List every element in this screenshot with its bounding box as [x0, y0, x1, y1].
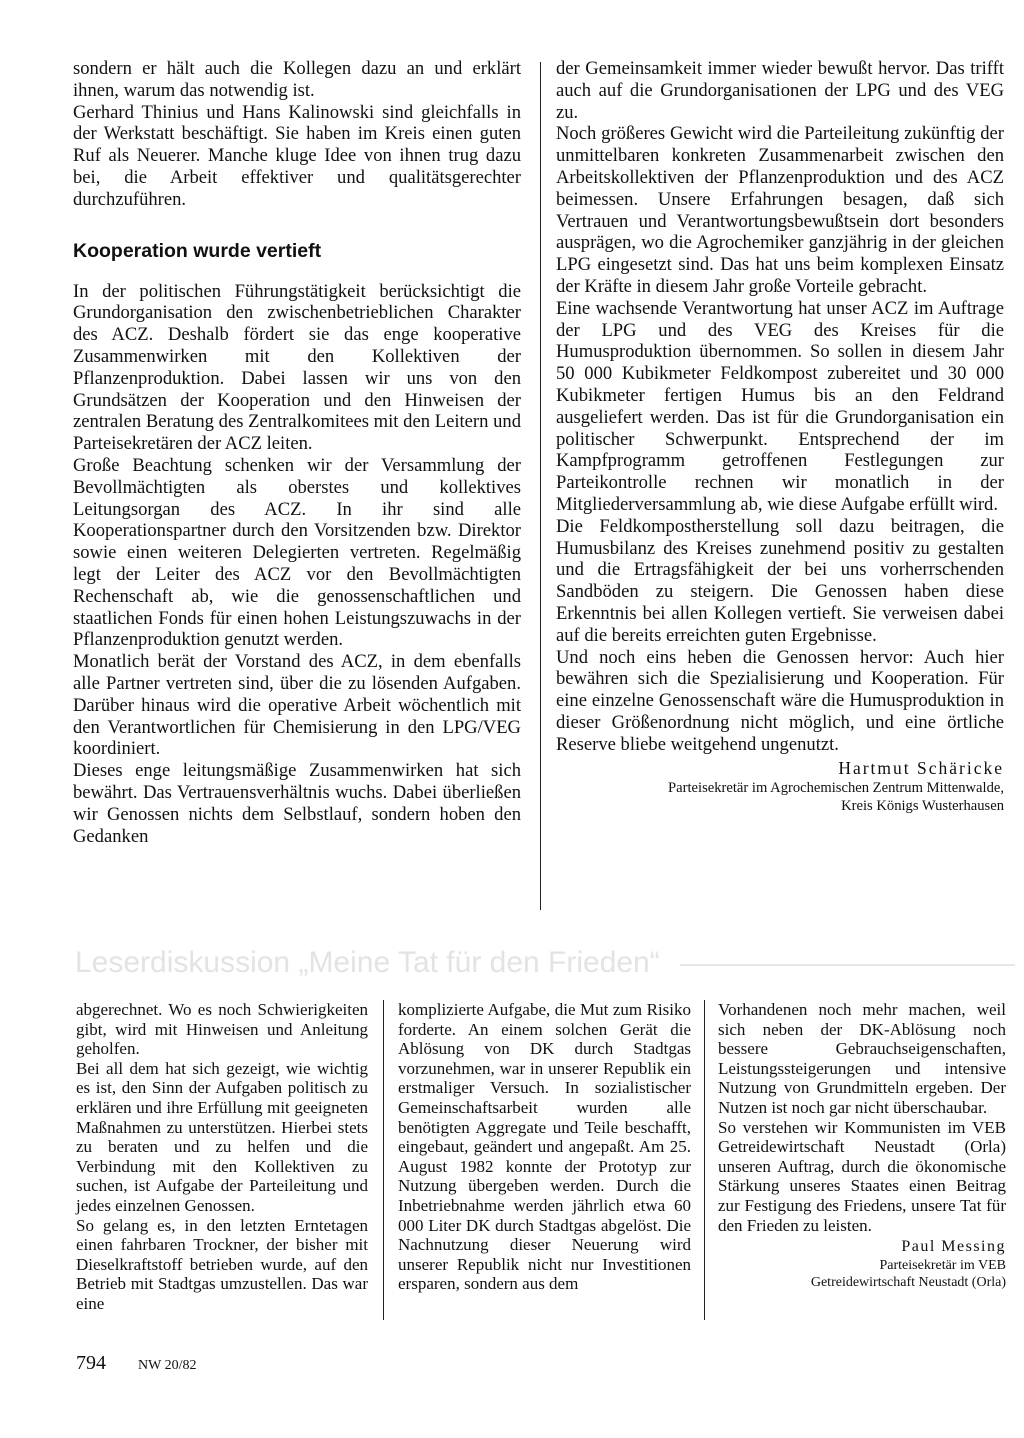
paragraph: In der politischen Führungstätigkeit berücksichtigt die Grundorganisation den zwischenbetrieblichen Charakter des ACZ. Deshalb fördert sie das enge kooperative Zusammenwirken mit den Kollektiven der Pflanzenproduktion. Dabei lassen wir uns von den Grundsätzen der Kooperation und den Hinweisen der zentralen Beratung des Zentralkomitees mit den Leitern und Parteisekretären der ACZ leiten.	[73, 280, 521, 455]
paragraph: Eine wachsende Verantwortung hat unser ACZ im Auftrage der LPG und des VEG des Kreises für die Humusproduktion übernommen. So sollen in diesem Jahr 50 000 Kubikmeter Feldkompost zubereitet und 30 000 Kubikmeter fertigen Humus bis an den Feldrand ausgeliefert werden. Das ist für die Grundorganisation ein politischer Schwerpunkt. Entsprechend der im Kampfprogramm getroffenen Festlegungen zur Parteikontrolle rechnen wir monatlich in der Mitgliederversammlung ab, wie diese Aufgabe erfüllt wird.	[556, 297, 1004, 515]
paragraph: Monatlich berät der Vorstand des ACZ, in dem ebenfalls alle Partner vertreten sind, über die zu lösenden Aufgaben. Darüber hinaus wird die operative Arbeit wöchentlich mit den Verantwortlichen für Chemisierung in den LPG/VEG koordiniert.	[73, 651, 521, 760]
author-name: Paul Messing	[901, 1238, 1006, 1256]
author-location: Kreis Königs Wusterhausen	[841, 798, 1004, 815]
section-heading: Kooperation wurde vertieft	[73, 239, 322, 262]
banner-title: Leserdiskussion „Meine Tat für den Frieden“	[75, 946, 660, 979]
paragraph: Bei all dem hat sich gezeigt, wie wichtig es ist, den Sinn der Aufgaben politisch zu erklären und ihre Erfüllung mit geeigneten Maßnahmen zu unterstützen. Hierbei stets zu beraten und zu helfen und die Verbindung mit den Kollektiven zu suchen, ist Aufgabe der Parteileitung und jedes einzelnen Genossen.	[76, 1058, 368, 1215]
column-divider	[383, 1000, 384, 1320]
paragraph: sondern er hält auch die Kollegen dazu an und erklärt ihnen, warum das notwendig ist.	[73, 58, 521, 101]
discussion-banner	[75, 940, 1015, 984]
column-divider	[540, 62, 541, 910]
author-role: Parteisekretär im Agrochemischen Zentrum Mittenwalde,	[668, 780, 1004, 797]
paragraph: Vorhandenen noch mehr machen, weil sich neben der DK-Ablösung noch bessere Gebrauchseigenschaften, Leistungssteigerungen und intensive Nutzung von Grundmitteln ergeben. Der Nutzen ist noch gar nicht überschaubar.	[718, 1000, 1006, 1117]
paragraph: Die Feldkompostherstellung soll dazu beitragen, die Humusbilanz des Kreises zunehmend positiv zu gestalten und die Ertragsfähigkeit der bei uns vorherrschenden Sandböden zu steigern. Die Genossen haben diese Erkenntnis bei allen Kollegen vertieft. Sie verweisen dabei auf die bereits erreichten guten Ergebnisse.	[556, 515, 1004, 646]
paragraph: So gelang es, in den letzten Erntetagen einen fahrbaren Trockner, der bisher mit Dieselkraftstoff betrieben wurde, auf den Betrieb mit Stadtgas umzustellen. Das war eine	[76, 1215, 368, 1313]
top-right-column	[556, 58, 1004, 815]
bottom-column-3	[718, 1000, 1006, 1291]
paragraph: So verstehen wir Kommunisten im VEB Getreidewirtschaft Neustadt (Orla) unseren Auftrag, durch die ökonomische Stärkung unseres Staates einen Beitrag zur Festigung des Friedens, unsere Tat für den Frieden zu leisten.	[718, 1117, 1006, 1235]
paragraph: Große Beachtung schenken wir der Versammlung der Bevollmächtigten als oberstes und kollektives Leitungsorgan des ACZ. In ihr sind alle Kooperationspartner durch den Vorsitzenden bzw. Direktor sowie einen weiteren Delegierten vertreten. Regelmäßig legt der Leiter des ACZ vor den Bevollmächtigten Rechenschaft ab, wie die genossenschaftlichen und staatlichen Fonds für einen hohen Leistungszuwachs in der Pflanzenproduktion genutzt werden.	[73, 454, 521, 651]
paragraph: abgerechnet. Wo es noch Schwierigkeiten gibt, wird mit Hinweisen und Anleitung geholfen.	[76, 1000, 368, 1059]
paragraph: Dieses enge leitungsmäßige Zusammenwirken hat sich bewährt. Das Vertrauensverhältnis wuchs. Dabei überließen wir Genossen nichts dem Selbstlauf, sondern hoben den Gedanken	[73, 760, 521, 847]
column-divider	[704, 1000, 705, 1320]
paragraph: Und noch eins heben die Genossen hervor: Auch hier bewähren sich die Spezialisierung und Kooperation. Für eine einzelne Genossenschaft wäre die Humusproduktion in dieser Größenordnung nicht möglich, und eine örtliche Reserve bliebe weitgehend ungenutzt.	[556, 646, 1004, 755]
bottom-column-1	[76, 1000, 368, 1314]
author-location: Getreidewirtschaft Neustadt (Orla)	[810, 1274, 1006, 1290]
page-footer	[76, 1352, 196, 1375]
top-left-column	[73, 58, 521, 847]
page-number: 794	[76, 1352, 106, 1374]
author-role: Parteisekretär im VEB	[879, 1257, 1006, 1273]
bottom-column-2	[398, 1000, 691, 1294]
banner-rule	[680, 964, 1015, 966]
paragraph: komplizierte Aufgabe, die Mut zum Risiko forderte. An einem solchen Gerät die Ablösung von DK durch Stadtgas vorzunehmen, war in unserer Republik ein erstmaliger Versuch. In sozialistischer Gemeinschaftsarbeit wurden alle benötigten Aggregate und Teile beschafft, eingebaut, geändert und angepaßt. Am 25. August 1982 konnte der Prototyp zur Nutzung übergeben werden. Durch die Inbetriebnahme werden jährlich etwa 60 000 Liter DK durch Stadtgas abgelöst. Die Nachnutzung dieser Neuerung wird unserer Republik nicht nur Investitionen ersparen, sondern aus dem	[398, 1000, 691, 1294]
paragraph: Gerhard Thinius und Hans Kalinowski sind gleichfalls in der Werkstatt beschäftigt. Sie haben im Kreis einen guten Ruf als Neuerer. Manche kluge Idee von ihnen trug dazu bei, die Arbeit effektiver und qualitätsgerechter durchzuführen.	[73, 101, 521, 210]
paragraph: Noch größeres Gewicht wird die Parteileitung zukünftig der unmittelbaren konkreten Zusammenarbeit zwischen den Arbeitskollektiven der Pflanzenproduktion und des ACZ beimessen. Unsere Erfahrungen besagen, daß sich Vertrauen und Verantwortungsbewußtsein dort besonders ausprägen, wo die Agrochemiker ganzjährig in der gleichen LPG eingesetzt sind. Das hat uns beim komplexen Einsatz der Kräfte in diesem Jahr große Vorteile gebracht.	[556, 123, 1004, 297]
issue-label: NW 20/82	[138, 1358, 197, 1373]
author-name: Hartmut Schäricke	[838, 757, 1004, 778]
paragraph: der Gemeinsamkeit immer wieder bewußt hervor. Das trifft auch auf die Grundorganisationen der LPG und des VEG zu.	[556, 58, 1004, 123]
